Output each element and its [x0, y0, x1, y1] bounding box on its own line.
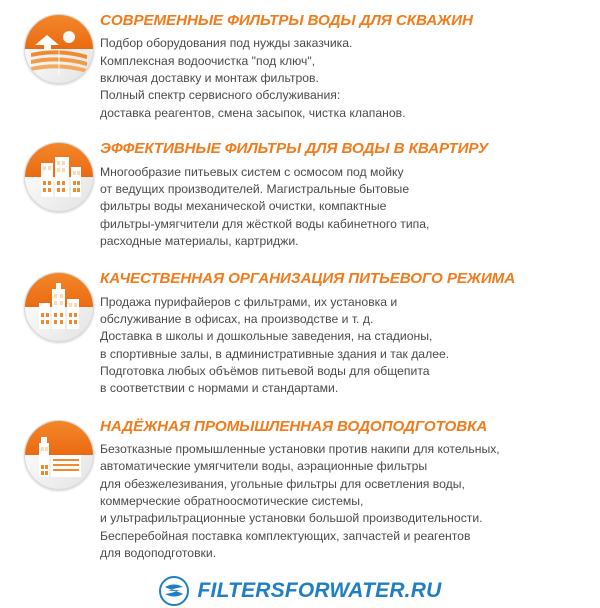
text-column — [100, 8, 586, 122]
section-apartment — [0, 136, 600, 250]
section-body: Безотказные промышленные установки против накипи для котельных, автоматические умягчители воды, аэрационные фильтры для обезжелезивания, угольные фильтры для осветления воды, коммерческие обратноосмотические системы, и ультрафильтрационные установки большой производительности. Бесперебойная поставка комплектующих, запчастей и реагентов для водоподготовки. — [100, 442, 500, 561]
section-industrial — [0, 414, 600, 563]
section-heading: КАЧЕСТВЕННАЯ ОРГАНИЗАЦИЯ ПИТЬЕВОГО РЕЖИМА — [100, 270, 516, 288]
logo-text: FILTERSFORWATER.RU — [197, 579, 442, 603]
section-body: Многообразие питьевых систем с осмосом под мойку от ведущих производителей. Магистральные бытовые фильтры воды механической очистки, компактные фильтры-умягчители для жёсткой воды кабинетного типа, расходные материалы, картриджи. — [100, 164, 430, 248]
section-heading: ЭФФЕКТИВНЫЕ ФИЛЬТРЫ ДЛЯ ВОДЫ В КВАРТИРУ — [100, 140, 489, 158]
apartment-building-glyph — [25, 143, 93, 211]
city-towers-glyph — [25, 273, 93, 341]
section-heading: СОВРЕМЕННЫЕ ФИЛЬТРЫ ВОДЫ ДЛЯ СКВАЖИН — [100, 12, 473, 29]
city-towers-icon — [24, 272, 94, 342]
water-swirl-logo-icon — [159, 576, 189, 606]
apartment-building-icon — [24, 142, 94, 212]
section-drinking-regime — [0, 266, 600, 397]
site-logo[interactable] — [0, 576, 600, 606]
infographic-page — [0, 8, 600, 608]
section-body: Продажа пурифайеров с фильтрами, их установка и обслуживание в офисах, на производстве и т. д. Доставка в школы и дошкольные заведения, на стадионы, в спортивные залы, в административные здания и так далее. Подготовка любых объёмов питьевой воды для общепита в соответствии с нормами и стандартами. — [100, 294, 450, 396]
section-body: Подбор оборудования под нужды заказчика. Комплексная водоочистка "под ключ", включая доставку и монтаж фильтров. Полный спектр сервисного обслуживания: доставка реагентов, смена засыпок, чистка клапанов. — [100, 36, 406, 120]
well-water-field-icon — [24, 14, 94, 84]
industrial-plant-glyph — [25, 421, 93, 489]
icon-column — [18, 414, 100, 490]
text-column — [100, 266, 586, 397]
text-column — [100, 136, 586, 250]
text-column — [100, 414, 586, 563]
industrial-plant-icon — [24, 420, 94, 490]
section-wells — [0, 8, 600, 122]
icon-column — [18, 8, 100, 84]
icon-column — [18, 266, 100, 342]
well-water-field-glyph — [25, 15, 93, 83]
section-heading: НАДЁЖНАЯ ПРОМЫШЛЕННАЯ ВОДОПОДГОТОВКА — [100, 417, 488, 435]
icon-column — [18, 136, 100, 212]
